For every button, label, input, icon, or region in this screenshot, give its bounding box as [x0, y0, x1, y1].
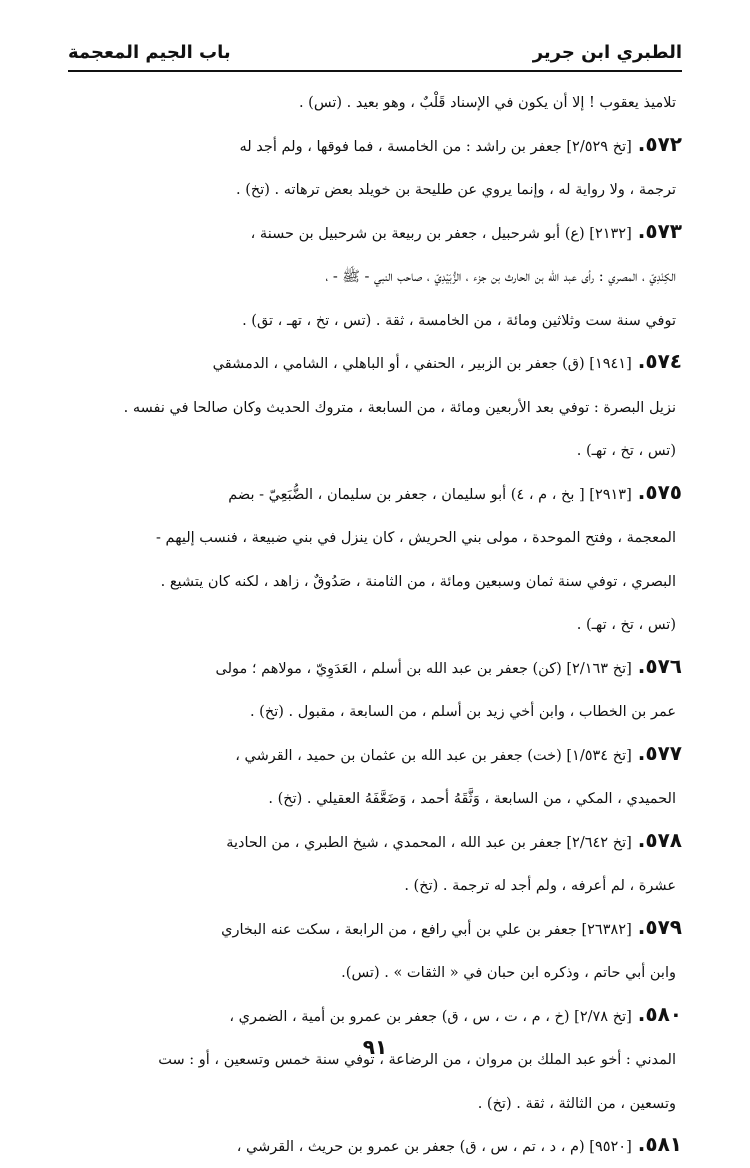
entry-line [68, 733, 682, 777]
header-divider [68, 70, 682, 72]
line-text: (تس ، تخ ، تهـ) . [576, 443, 676, 459]
line-text: [تخ ٢/٥٢٩] جعفر بن راشد : من الخامسة ، فما فوقها ، ولم أجد له [239, 138, 632, 155]
page-body [68, 80, 682, 1168]
text-line [68, 254, 682, 298]
line-text: المدني : أخو عبد الملك بن مروان ، من الرضاعة ، توفي سنة خمس وتسعين ، أو : ست [158, 1052, 676, 1068]
text-line [68, 776, 682, 820]
line-text: المعجمة ، وفتح الموحدة ، مولى بني الحريش ، كان ينزل في بني ضبيعة ، فنسب إليهم - [156, 530, 676, 546]
text-line [68, 1081, 682, 1125]
entry-line [68, 472, 682, 516]
line-text: الحميدي ، المكي ، من السابعة ، وَثَّقَهُ أحمد ، وَضَعَّفَهُ العقيلي . (تخ) . [268, 791, 676, 807]
entry-number: ٥٧٦. [637, 653, 682, 678]
line-text: وتسعين ، من الثالثة ، ثقة . (تخ) . [477, 1095, 676, 1112]
entry-number: ٥٨٠. [637, 1001, 682, 1026]
line-text: [٢٦٣٨٢] جعفر بن علي بن أبي رافع ، من الرابعة ، سكت عنه البخاري [221, 921, 632, 938]
line-text: [٢١٣٢] (ع) أبو شرحبيل ، جعفر بن ربيعة بن شرحبيل بن حسنة ، [250, 225, 632, 242]
entry-number: ٥٧٨. [637, 827, 682, 852]
line-text: [تخ ١/٥٣٤] (خت) جعفر بن عبد الله بن عثمان بن حميد ، القرشي ، [235, 747, 632, 764]
line-text: الكِنْدِيّ ، المصري : رأى عبد الله بن الحارث بن جزء ، الزُّبَيْدِيّ ، صاحب النبي - ﷺ - ، [325, 269, 676, 285]
line-text: ترجمة ، ولا رواية له ، وإنما يروي عن طليحة بن خويلد بعض ترهاته . (تخ) . [236, 182, 676, 198]
entry-number: ٥٧٤. [637, 349, 682, 373]
entry-line [68, 646, 682, 690]
entry-number: ٥٧٥. [637, 479, 682, 504]
text-line [68, 559, 682, 603]
line-text: [١٩٤١] (ق) جعفر بن الزبير ، الحنفي ، أو الباهلي ، الشامي ، الدمشقي [212, 356, 632, 372]
line-text: نزيل البصرة : توفي بعد الأربعين ومائة ، من السابعة ، متروك الحديث وكان صالحا في نفسه . [123, 399, 676, 416]
text-line [68, 689, 682, 733]
entry-number: ٥٧٧. [637, 740, 682, 765]
entry-number: ٥٧٣. [637, 218, 682, 243]
line-text: [٩٥٢٠] (م ، د ، تم ، س ، ق) جعفر بن عمرو بن حريث ، القرشي ، [236, 1139, 632, 1155]
line-text: عشرة ، لم أعرفه ، ولم أجد له ترجمة . (تخ) . [404, 878, 676, 894]
text-line [68, 863, 682, 907]
book-title: الطبري ابن جرير [532, 42, 682, 63]
page-header [68, 30, 682, 70]
text-line [68, 80, 682, 124]
line-text: وابن أبي حاتم ، وذكره ابن حبان في « الثقات » . (تس). [341, 965, 676, 981]
entry-line [68, 820, 682, 864]
line-text: تلاميذ يعقوب ! إلا أن يكون في الإسناد قَلْبٌ ، وهو بعيد . (تس) . [298, 95, 676, 111]
line-text: عمر بن الخطاب ، وابن أخي زيد بن أسلم ، من السابعة ، مقبول . (تخ) . [249, 704, 676, 720]
entry-number: ٥٧٢. [637, 131, 682, 156]
text-line [68, 298, 682, 342]
entry-number: ٥٨١. [637, 1132, 682, 1156]
text-line [68, 167, 682, 211]
text-line [68, 385, 682, 429]
line-text: توفي سنة ست وثلاثين ومائة ، من الخامسة ، ثقة . (تس ، تخ ، تهـ ، تق) . [242, 312, 676, 329]
chapter-title: باب الجيم المعجمة [68, 42, 231, 63]
entry-line [68, 211, 682, 255]
entry-line [68, 1124, 682, 1168]
line-text: [٢٩١٣] [ بخ ، م ، ٤) أبو سليمان ، جعفر بن سليمان ، الضُّبَعِيّ - بضم [228, 486, 632, 503]
text-line [68, 950, 682, 994]
line-text: [تخ ٢/٧٨] (خ ، م ، ت ، س ، ق) جعفر بن عمرو بن أمية ، الضمري ، [229, 1008, 632, 1025]
entry-line [68, 907, 682, 951]
line-text: (تس ، تخ ، تهـ) . [576, 617, 676, 633]
text-line [68, 428, 682, 472]
text-line [68, 515, 682, 559]
entry-line [68, 124, 682, 168]
page-number: ٩١ [362, 1035, 388, 1059]
line-text: البصري ، توفي سنة ثمان وسبعين ومائة ، من الثامنة ، صَدُوقٌ ، زاهد ، لكنه كان يتشيع . [160, 573, 676, 590]
line-text: [تخ ٢/٦٤٢] جعفر بن عبد الله ، المحمدي ، شيخ الطبري ، من الحادية [226, 834, 632, 851]
line-text: [تخ ٢/١٦٣] (كن) جعفر بن عبد الله بن أسلم ، العَدَوِيّ ، مولاهم ؛ مولى [215, 660, 632, 677]
entry-line [68, 341, 682, 385]
text-line [68, 602, 682, 646]
entry-number: ٥٧٩. [637, 914, 682, 939]
entry-line [68, 994, 682, 1038]
